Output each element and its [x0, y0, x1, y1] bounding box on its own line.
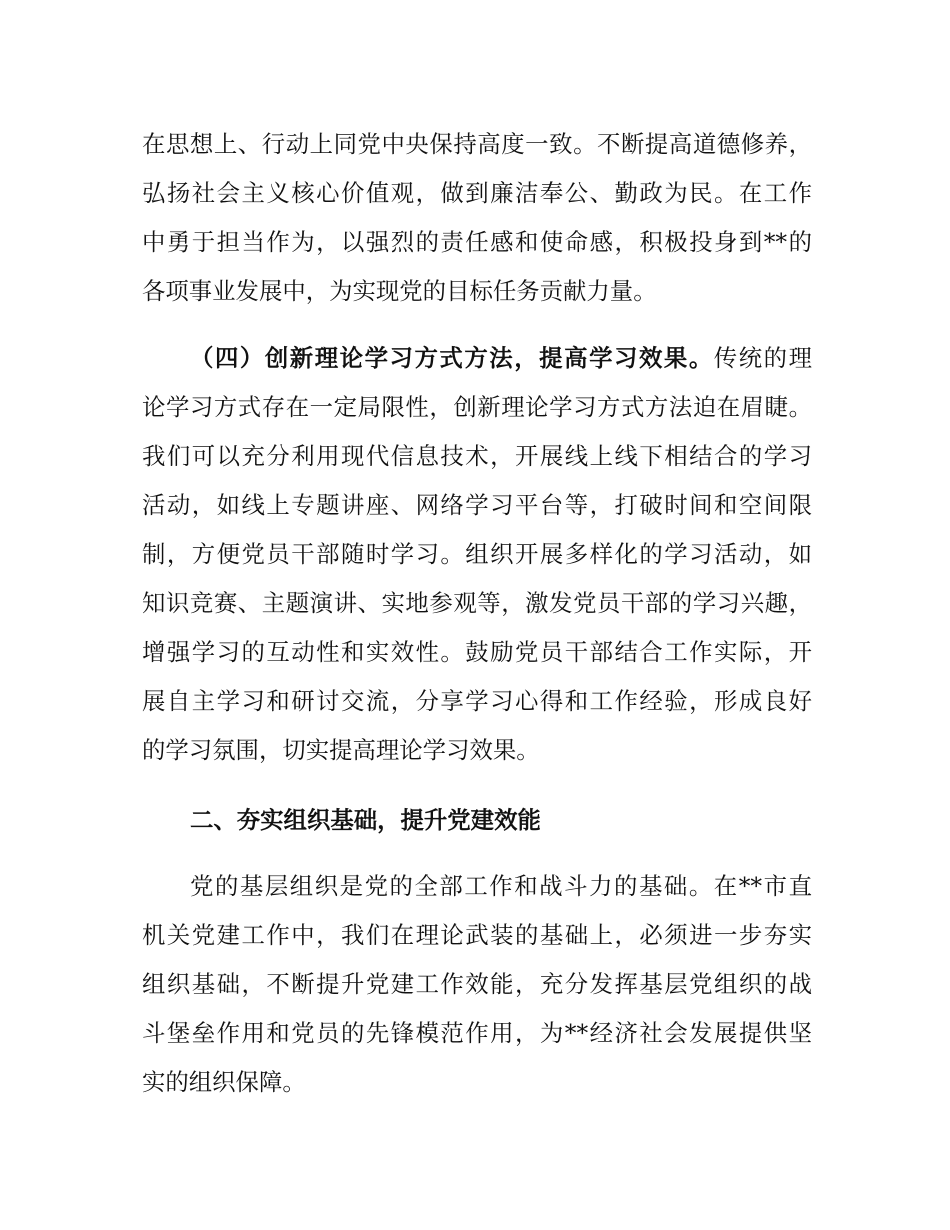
paragraph-first-line: [190, 338, 812, 378]
paragraph-line: 斗堡垒作用和党员的先锋模范作用，为**经济社会发展提供坚: [142, 1019, 812, 1047]
paragraph-line: 论学习方式存在一定局限性，创新理论学习方式方法迫在眉睫。: [142, 393, 812, 421]
paragraph-line: 我们可以充分利用现代信息技术，开展线上线下相结合的学习: [142, 442, 812, 470]
paragraph-line: 中勇于担当作为，以强烈的责任感和使命感，积极投身到**的: [142, 228, 812, 256]
paragraph-line: 各项事业发展中，为实现党的目标任务贡献力量。: [142, 277, 657, 305]
paragraph-line: 活动，如线上专题讲座、网络学习平台等，打破时间和空间限: [142, 491, 812, 519]
paragraph-line: 实的组织保障。: [142, 1068, 306, 1096]
section-heading: 二、夯实组织基础，提升党建效能: [190, 806, 541, 834]
paragraph-line: 展自主学习和研讨交流，分享学习心得和工作经验，形成良好: [142, 687, 812, 715]
paragraph-line: 组织基础，不断提升党建工作效能，充分发挥基层党组织的战: [142, 970, 812, 998]
paragraph-line: 在思想上、行动上同党中央保持高度一致。不断提高道德修养，: [142, 130, 812, 158]
paragraph-line: 制，方便党员干部随时学习。组织开展多样化的学习活动，如: [142, 540, 812, 568]
paragraph-text: 传统的理: [713, 344, 812, 372]
subsection-heading: （四）创新理论学习方式方法，提高学习效果。: [190, 344, 714, 372]
paragraph-line: 知识竞赛、主题演讲、实地参观等，激发党员干部的学习兴趣，: [142, 589, 812, 617]
paragraph-line: 弘扬社会主义核心价值观，做到廉洁奉公、勤政为民。在工作: [142, 179, 812, 207]
paragraph-line: 增强学习的互动性和实效性。鼓励党员干部结合工作实际，开: [142, 638, 812, 666]
paragraph-line: 机关党建工作中，我们在理论武装的基础上，必须进一步夯实: [142, 921, 812, 949]
paragraph-line: 的学习氛围，切实提高理论学习效果。: [142, 736, 540, 764]
paragraph-first-line: 党的基层组织是党的全部工作和战斗力的基础。在**市直: [190, 872, 812, 900]
